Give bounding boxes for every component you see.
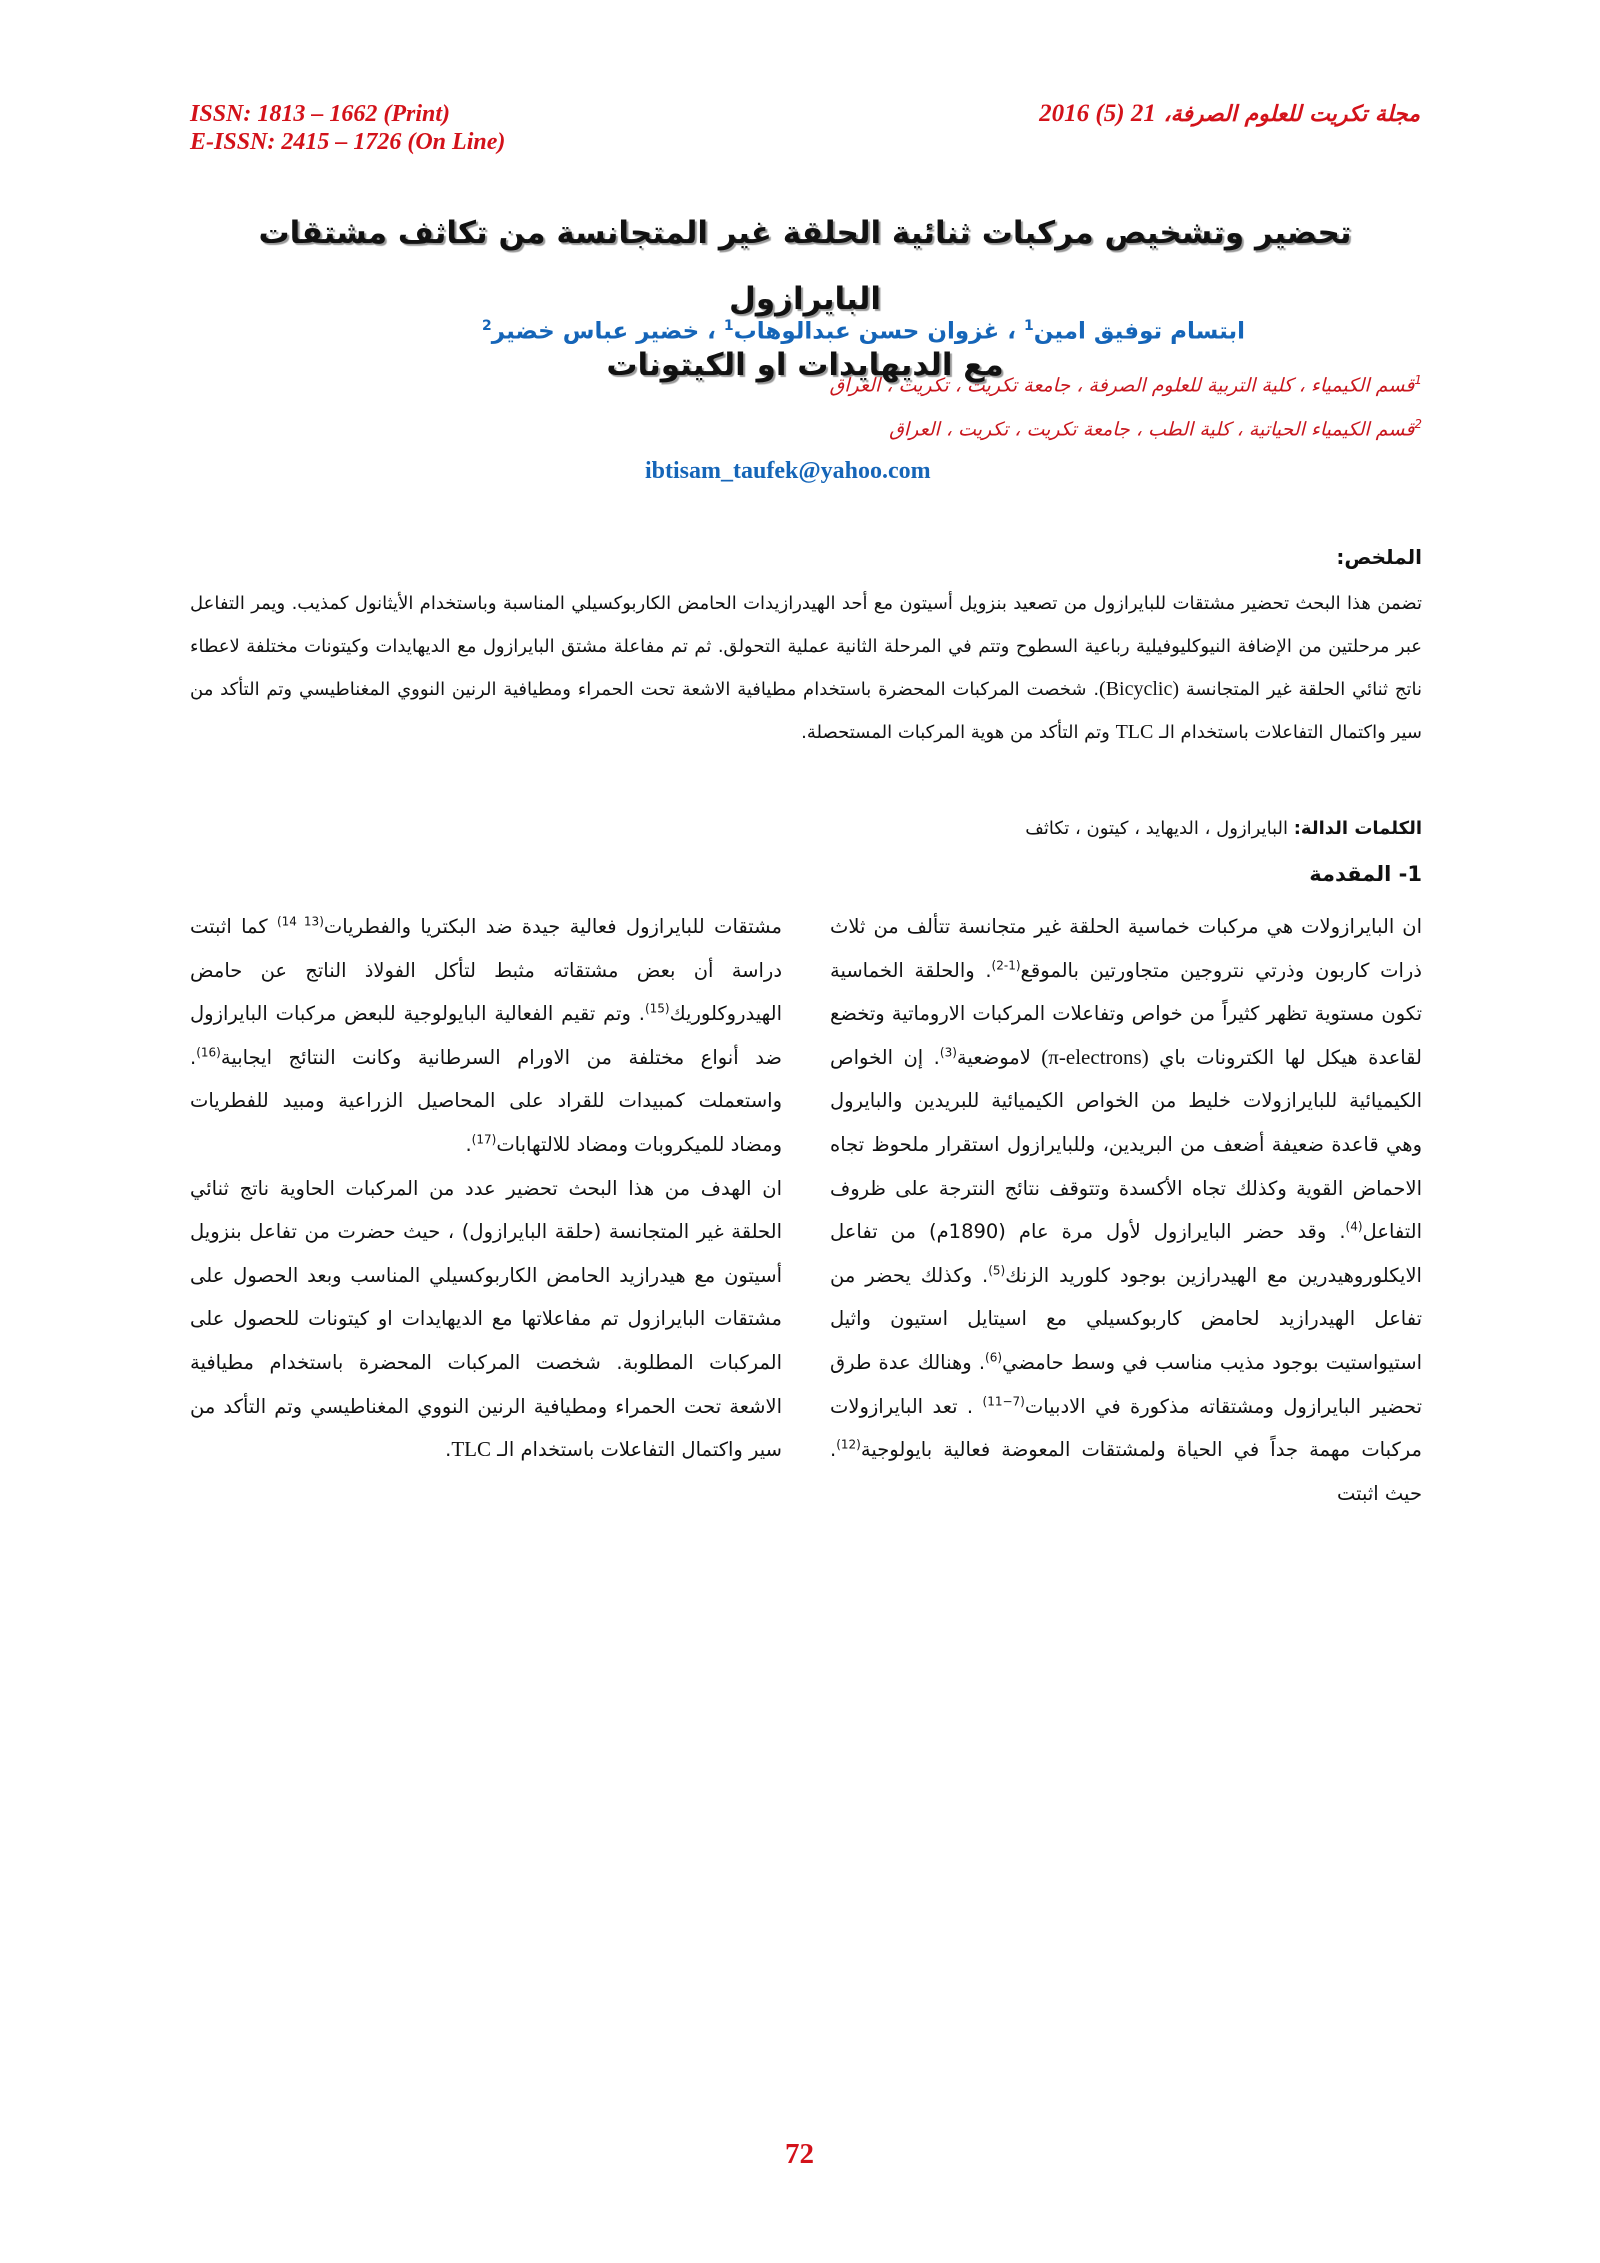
abstract-body — [190, 582, 1422, 754]
citation-ref[interactable]: (4) — [1345, 1219, 1363, 1234]
citation-ref[interactable]: (7−11) — [982, 1394, 1025, 1409]
author-list — [190, 318, 1425, 345]
introduction-heading: 1- المقدمة — [1309, 862, 1422, 886]
text: . والحلقة الخماسية تكون مستوية تظهر كثيراً من خواص وتفاعلات المركبات الاروماتية وتخضع لقاعدة هيكل لها الكترونات باي — [830, 958, 1422, 1069]
text: لاموضعية — [956, 1045, 1042, 1069]
paragraph — [190, 1167, 782, 1472]
latin-term: TLC — [451, 1437, 491, 1462]
text: . وتم تقيم الفعالية البايولوجية للبعض مركبات البايرازول ضد أنواع مختلفة من الاورام السرطانية وكانت النتائج ايجابية — [190, 1002, 782, 1069]
abstract-heading: الملخص: — [1336, 545, 1422, 569]
citation-ref[interactable]: (5) — [988, 1263, 1006, 1278]
citation-ref[interactable]: (15) — [644, 1001, 670, 1016]
article-title — [190, 200, 1420, 398]
author-name: خضير عباس خضير — [491, 318, 700, 345]
text: ان الهدف من هذا البحث تحضير عدد من المركبات الحاوية ناتج ثنائي الحلقة غير المتجانسة (حلقة البايرازول) ، حيث حضرت من تفاعل بنزويل أسيتون مع هيدرازيد الحامض الكاربوكسيلي المناسب وبعد الحصول على مشتقات البايرازول تم مفاعلاتها مع الديهايدات او كيتونات للحصول على المركبات المطلوبة. شخصت المركبات المحضرة باستخدام مطيافية الاشعة تحت الحمراء ومطيافية الرنين النووي المغناطيسي وتم التأكد من سير واكتمال التفاعلات باستخدام الـ — [190, 1176, 782, 1462]
keywords — [190, 818, 1422, 839]
keywords-label: الكلمات الدالة: — [1293, 818, 1422, 839]
text: ان البايرازولات هي مركبات خماسية الحلقة غير متجانسة تتألف من ثلاث ذرات كاربون وذرتي نتروجين متجاورتين بالموقع — [830, 915, 1422, 982]
paragraph — [190, 905, 782, 1167]
author-name: ابتسام توفيق امين — [1033, 318, 1245, 345]
affiliation-text: قسم الكيمياء الحياتية ، كلية الطب ، جامعة تكريت ، تكريت ، العراق — [889, 418, 1415, 441]
issn-online: E-ISSN: 2415 – 1726 (On Line) — [190, 129, 506, 155]
citation-ref[interactable]: (12) — [836, 1437, 861, 1452]
text: . وكذلك يحضر من تفاعل الهيدرازيد لحامض كاربوكسيلي مع اسيتايل استيون واثيل استيواستيت بوجود مذيب مناسب في وسط حامضي — [830, 1263, 1422, 1374]
abstract-text: وتم التأكد من هوية المركبات المستحصلة. — [801, 722, 1116, 743]
author-email-link[interactable]: ibtisam_taufek@yahoo.com — [645, 458, 931, 484]
text: . تعد البايرازولات مركبات مهمة جداً في الحياة ولمشتقات المعوضة فعالية بايولوجية — [830, 1394, 1422, 1462]
citation-ref[interactable]: (1-2) — [991, 958, 1021, 973]
introduction-column-left — [190, 905, 782, 1472]
citation-ref[interactable]: (17) — [471, 1132, 497, 1147]
citation-ref[interactable]: (3) — [939, 1045, 957, 1060]
introduction-column-right — [830, 905, 1422, 1515]
issn-print: ISSN: 1813 – 1662 (Print) — [190, 101, 451, 127]
title-line-1: تحضير وتشخيص مركبات ثنائية الحلقة غير المتجانسة من تكاثف مشتقات البايرازول — [258, 215, 1352, 317]
page-number: 72 — [785, 2138, 814, 2170]
citation-ref[interactable]: (16) — [196, 1045, 221, 1060]
citation-ref[interactable]: (6) — [985, 1350, 1003, 1365]
text: . حيث اثبتت — [830, 1438, 1422, 1505]
title-line-2: مع الديهايدات او الكيتونات — [606, 347, 1004, 383]
affiliation-1 — [830, 373, 1422, 396]
author-separator: ، — [699, 318, 724, 345]
paragraph — [830, 905, 1422, 1515]
text: كما اثبتت دراسة أن بعض مشتقاته مثبط لتأكل الفولاذ الناتج عن حامض الهيدروكلوريك — [190, 915, 782, 1026]
author-separator: ، — [999, 318, 1024, 345]
author-affil-ref: 1 — [1023, 318, 1034, 334]
text: . وهنالك عدة طرق تحضير البايرازول ومشتقاته مذكورة في الادبيات — [830, 1350, 1422, 1418]
author-name: غزوان حسن عبدالوهاب — [733, 318, 1000, 345]
abstract-latin-term: (Bicyclic) — [1099, 678, 1180, 700]
text: مشتقات للبايرازول فعالية جيدة ضد البكتريا والفطريات — [323, 915, 782, 938]
affiliation-number: 1 — [1414, 373, 1422, 387]
keywords-values: البايرازول ، الديهايد ، كيتون ، تكاثف — [1025, 818, 1294, 839]
journal-citation — [1039, 100, 1420, 129]
affiliation-2 — [889, 417, 1422, 440]
abstract-latin-term: TLC — [1115, 721, 1154, 743]
text: . — [445, 1438, 452, 1462]
text: . واستعملت كمبيدات للقراد على المحاصيل الزراعية ومبيد للفطريات ومضاد للميكروبات ومضاد للالتهابات — [190, 1045, 782, 1156]
abstract-text: تضمن هذا البحث تحضير مشتقات للبايرازول من تصعيد بنزويل أسيتون مع أحد الهيدرازيدات الحامض الكاربوكسيلي المناسبة وباستخدام الأيثانول كمذيب. ويمر التفاعل عبر مرحلتين من الإضافة النيوكليوفيلية رباعية السطوح وتتم في المرحلة الثانية عملية التحولق. ثم تم مفاعلة مشتق البايرازول مع الديهايدات وكيتونات مختلفة لاعطاء ناتج ثنائي الحلقة غير المتجانسة — [190, 593, 1422, 700]
text: . وقد حضر البايرازول لأول مرة عام (1890م) من تفاعل الايكلوروهيدرين مع الهيدرازين بوجود كلوريد الزنك — [830, 1220, 1422, 1287]
text: . إن الخواص الكيميائية للبايرازولات خليط من الخواص الكيميائية للبريدين والبايرول وهي قاعدة ضعيفة أضعف من البريدين، وللبايرازول استقرار ملحوظ تجاه الاحماض القوية وكذلك تجاه الأكسدة وتتوقف نتائج النترجة على ظروف التفاعل — [830, 1045, 1422, 1244]
affiliation-text: قسم الكيمياء ، كلية التربية للعلوم الصرفة ، جامعة تكريت ، تكريت ، العراق — [829, 374, 1415, 397]
citation-ref[interactable]: (13 14) — [276, 914, 324, 929]
journal-volume: 2016 (5) 21 — [1039, 100, 1156, 127]
latin-term: (π-electrons) — [1041, 1044, 1149, 1069]
issn-block — [190, 100, 505, 156]
author-affil-ref: 1 — [723, 318, 734, 334]
affiliation-number: 2 — [1414, 417, 1422, 431]
journal-name: مجلة تكريت للعلوم الصرفة، — [1163, 102, 1420, 127]
abstract-text: . شخصت المركبات المحضرة باستخدام مطيافية الاشعة تحت الحمراء ومطيافية الرنين النووي المغناطيسي وتم التأكد من سير واكتمال التفاعلات باستخدام الـ — [190, 679, 1422, 743]
text: . — [465, 1132, 472, 1156]
author-affil-ref: 2 — [482, 318, 492, 334]
